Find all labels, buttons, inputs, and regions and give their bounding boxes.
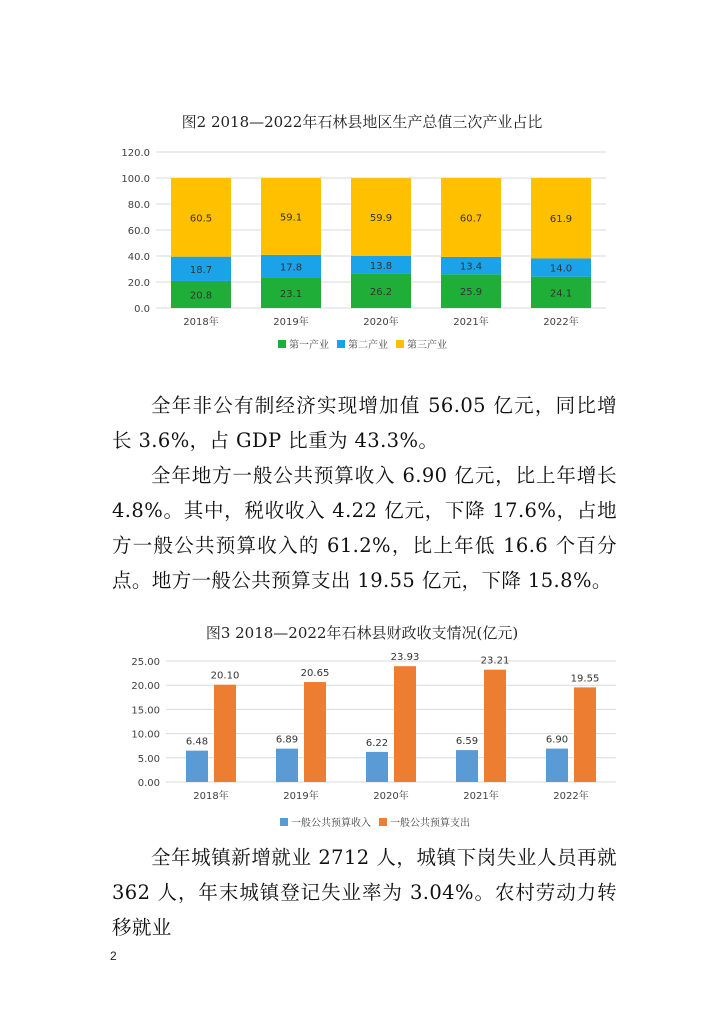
y-tick-label: 120.0 xyxy=(121,148,150,159)
x-tick-label: 2020年 xyxy=(363,317,399,328)
legend-swatch xyxy=(278,340,286,348)
chart2-title: 图2 2018—2022年石林县地区生产总值三次产业占比 xyxy=(181,113,543,131)
y-tick-label: 20.0 xyxy=(127,278,150,289)
bar xyxy=(366,752,388,782)
legend-label: 第二产业 xyxy=(348,340,388,351)
y-tick-label: 40.0 xyxy=(127,252,150,263)
legend-label: 一般公共预算收入 xyxy=(291,818,371,829)
y-tick-label: 10.00 xyxy=(131,729,160,741)
y-tick-label: 5.00 xyxy=(137,753,160,765)
data-label: 6.22 xyxy=(365,737,389,749)
x-tick-label: 2018年 xyxy=(183,317,219,328)
x-tick-label: 2021年 xyxy=(453,317,489,328)
chart3-title: 图3 2018—2022年石林县财政收支情况(亿元) xyxy=(205,624,519,642)
data-label: 13.8 xyxy=(369,260,393,272)
legend-swatch xyxy=(337,340,345,348)
y-tick-label: 0.0 xyxy=(134,304,150,315)
chart3-grouped-bar-chart xyxy=(0,650,724,840)
data-label: 23.1 xyxy=(279,288,303,300)
data-label: 13.4 xyxy=(459,261,483,273)
legend-swatch xyxy=(379,818,387,826)
data-label: 24.1 xyxy=(549,288,573,300)
x-tick-label: 2022年 xyxy=(553,791,589,802)
bar xyxy=(214,685,236,782)
data-label: 23.93 xyxy=(390,652,420,664)
x-tick-label: 2022年 xyxy=(543,317,579,328)
y-tick-label: 0.00 xyxy=(137,778,160,789)
x-tick-label: 2018年 xyxy=(193,791,229,802)
data-label: 60.7 xyxy=(459,213,483,225)
y-tick-label: 20.00 xyxy=(131,681,160,693)
bar xyxy=(574,687,596,782)
x-tick-label: 2021年 xyxy=(463,791,499,802)
legend-label: 第一产业 xyxy=(289,340,329,351)
paragraph-private-economy: 全年非公有制经济实现增加值 56.05 亿元，同比增长 3.6%，占 GDP 比重为 43.3%。 xyxy=(112,394,617,452)
bar xyxy=(456,750,478,782)
data-label: 20.65 xyxy=(300,668,330,680)
data-label: 6.90 xyxy=(545,734,569,746)
y-tick-label: 15.00 xyxy=(131,705,160,717)
y-tick-label: 25.00 xyxy=(131,657,160,668)
data-label: 26.2 xyxy=(369,286,393,298)
data-label: 6.48 xyxy=(185,736,209,748)
data-label: 23.21 xyxy=(480,655,510,667)
paragraph-fiscal-budget: 全年地方一般公共预算收入 6.90 亿元，比上年增长 4.8%。其中，税收收入 4.22 亿元，下降 17.6%，占地方一般公共预算收入的 61.2%，比上年低 16.6 个百分点。地方一般公共预算支出 19.55 亿元，下降 15.8%。 xyxy=(112,464,617,592)
paragraph-employment: 全年城镇新增就业 2712 人，城镇下岗失业人员再就 362 人，年末城镇登记失业率为 3.04%。农村劳动力转移就业 xyxy=(112,846,617,939)
bar xyxy=(304,682,326,782)
legend-label: 第三产业 xyxy=(407,340,447,351)
data-label: 6.59 xyxy=(455,736,479,748)
data-label: 59.1 xyxy=(279,212,303,224)
legend-swatch xyxy=(280,818,288,826)
x-tick-label: 2019年 xyxy=(273,317,309,328)
data-label: 59.9 xyxy=(369,213,393,225)
legend-swatch xyxy=(396,340,404,348)
data-label: 60.5 xyxy=(189,213,213,225)
data-label: 20.10 xyxy=(210,670,240,682)
data-label: 18.7 xyxy=(189,264,213,276)
data-label: 19.55 xyxy=(570,673,600,685)
data-label: 14.0 xyxy=(549,263,573,275)
x-tick-label: 2020年 xyxy=(373,791,409,802)
y-tick-label: 60.0 xyxy=(127,226,150,237)
bar xyxy=(546,749,568,782)
bar xyxy=(276,749,298,782)
data-label: 20.8 xyxy=(189,290,213,302)
y-tick-label: 80.0 xyxy=(127,200,150,211)
chart2-stacked-bar-chart xyxy=(0,140,724,380)
y-tick-label: 100.0 xyxy=(121,174,150,185)
bar xyxy=(484,670,506,782)
legend-label: 一般公共预算支出 xyxy=(390,818,470,829)
data-label: 61.9 xyxy=(549,214,573,226)
data-label: 6.89 xyxy=(275,734,299,746)
data-label: 17.8 xyxy=(279,262,303,274)
data-label: 25.9 xyxy=(459,287,483,299)
x-tick-label: 2019年 xyxy=(283,791,319,802)
bar xyxy=(186,751,208,782)
page-number: 2 xyxy=(110,949,117,963)
bar xyxy=(394,666,416,782)
